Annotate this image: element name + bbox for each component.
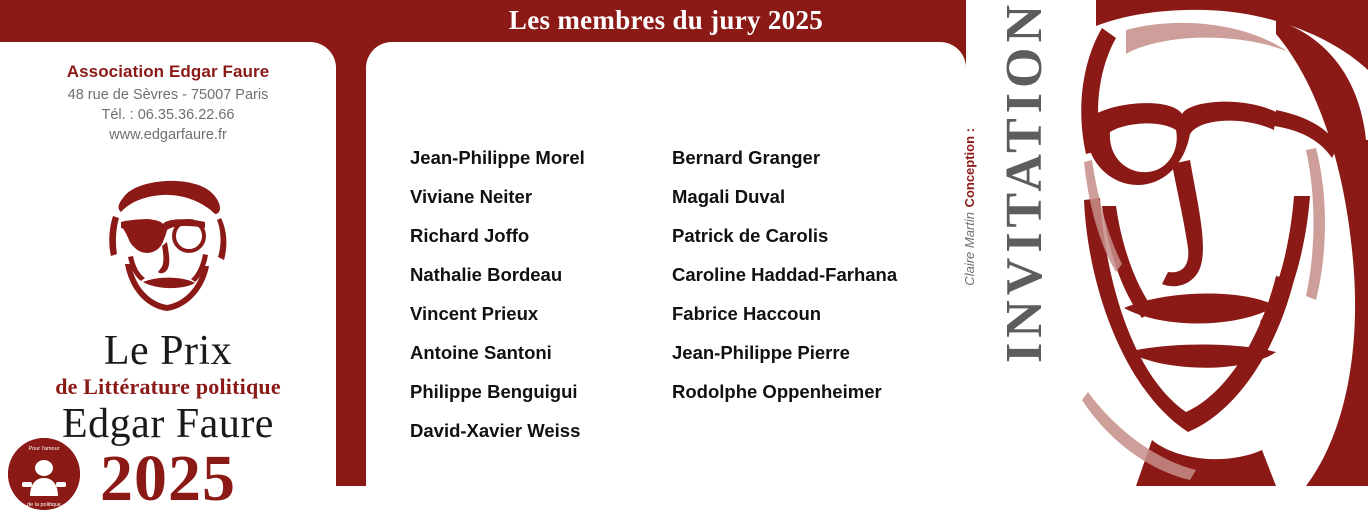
jury-column-right <box>672 138 950 450</box>
list-item: Magali Duval <box>672 186 786 207</box>
conception-credit <box>962 128 986 368</box>
list-item: Patrick de Carolis <box>672 225 829 246</box>
association-block <box>0 62 336 145</box>
vertical-divider <box>336 42 366 486</box>
prize-year: 2025 <box>100 442 236 515</box>
svg-text:Pour l'amour: Pour l'amour <box>28 446 60 452</box>
list-item: Antoine Santoni <box>410 342 552 363</box>
conception-value: Claire Martin <box>962 212 977 287</box>
page-title: Les membres du jury 2025 <box>508 5 824 35</box>
conception-label: Conception : <box>962 128 977 208</box>
list-item: Jean-Philippe Morel <box>410 147 585 168</box>
list-item: Bernard Granger <box>672 147 821 168</box>
list-item: Nathalie Bordeau <box>410 264 563 285</box>
prize-line-1: Le Prix <box>103 328 233 374</box>
association-phone: Tél. : 06.35.36.22.66 <box>101 107 235 123</box>
association-address: 48 rue de Sèvres - 75007 Paris <box>67 87 269 103</box>
prize-line-2: de Littérature politique <box>55 374 281 399</box>
list-item: Richard Joffo <box>410 225 530 246</box>
list-item: Philippe Benguigui <box>410 381 578 402</box>
jury-column-left <box>410 138 672 450</box>
list-item: Jean-Philippe Pierre <box>672 342 850 363</box>
list-item: David-Xavier Weiss <box>410 420 581 441</box>
list-item: Viviane Neiter <box>410 186 533 207</box>
svg-text:de la politique: de la politique <box>27 502 61 508</box>
prize-line-3: Edgar Faure <box>62 401 274 447</box>
list-item: Fabrice Haccoun <box>672 303 822 324</box>
list-item: Caroline Haddad-Farhana <box>672 264 898 285</box>
list-item: Rodolphe Oppenheimer <box>672 381 882 402</box>
edgar-faure-logo-icon <box>63 168 273 328</box>
prize-badge-icon <box>8 438 80 510</box>
association-card <box>0 42 336 515</box>
association-name: Association Edgar Faure <box>66 62 270 81</box>
association-website[interactable]: www.edgarfaure.fr <box>109 127 227 143</box>
jury-list <box>410 138 950 450</box>
list-item: Vincent Prieux <box>410 303 539 324</box>
invitation-text: INVITATION <box>996 0 1053 364</box>
